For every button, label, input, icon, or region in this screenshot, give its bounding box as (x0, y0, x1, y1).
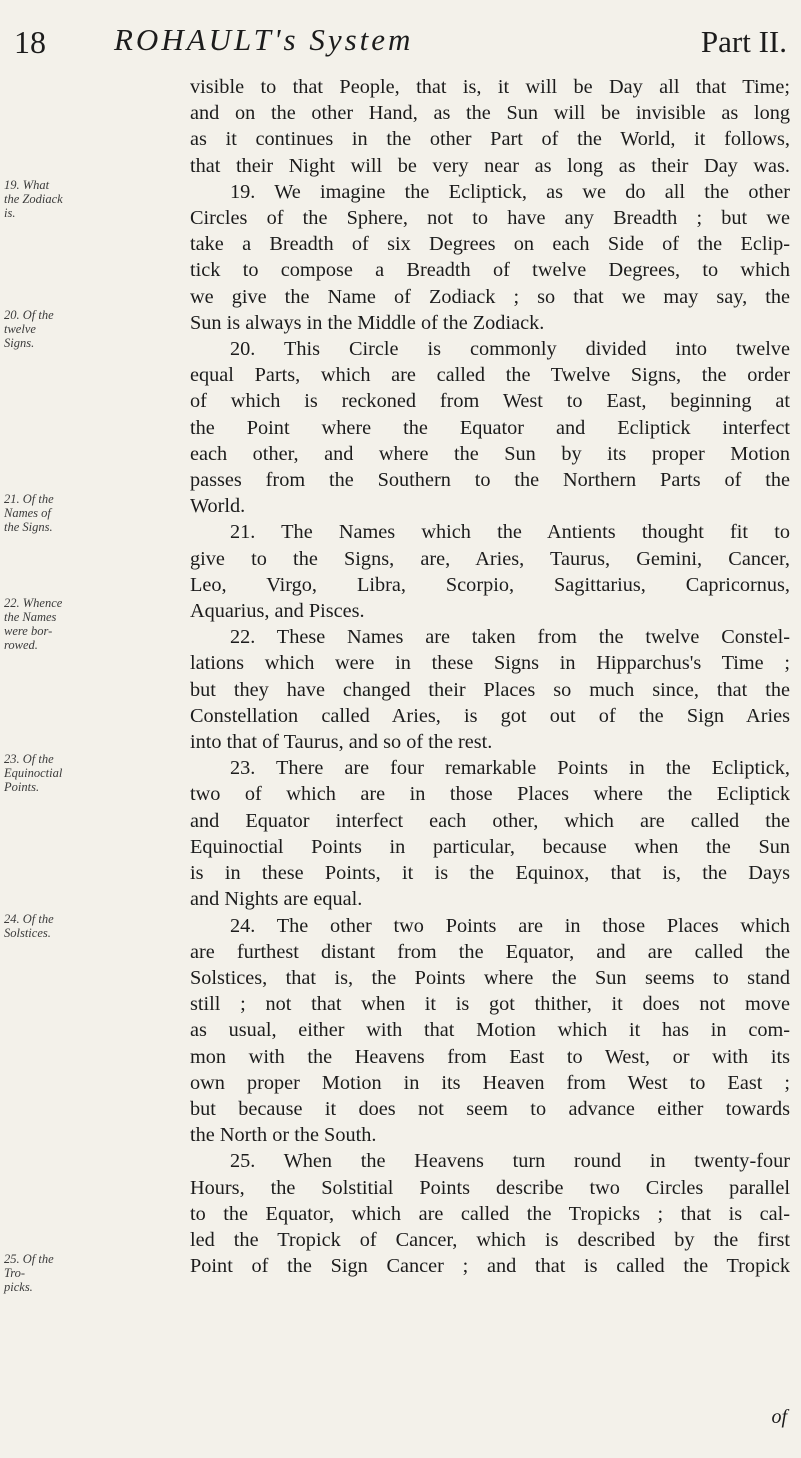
text-line: 20. This Circle is commonly divided into twelve (230, 338, 790, 361)
text-line: equal Parts, which are called the Twelve Signs, the order (190, 364, 790, 387)
text-line: we give the Name of Zodiack ; so that we may say, the (190, 285, 790, 308)
text-line: tick to compose a Breadth of twelve Degrees, to which (190, 259, 790, 282)
text-line: Hours, the Solstitial Points describe two Circles parallel (190, 1176, 790, 1199)
text-line: take a Breadth of six Degrees on each Side of the Eclip- (190, 233, 790, 256)
text-line: and on the other Hand, as the Sun will be invisible as long (190, 102, 790, 125)
text-line: and Nights are equal. (190, 888, 363, 911)
margin-note-25: 25. Of the Tro- picks. (4, 1252, 54, 1294)
text-line: Leo, Virgo, Libra, Scorpio, Sagittarius, Capricornus, (190, 573, 790, 596)
text-line: of which is reckoned from West to East, beginning at (190, 390, 790, 413)
text-line: the Point where the Equator and Ecliptick interfect (190, 416, 790, 439)
text-line: lations which were in these Signs in Hipparchus's Time ; (190, 652, 790, 675)
margin-note-20: 20. Of the twelve Signs. (4, 308, 54, 350)
text-line: two of which are in those Places where the Ecliptick (190, 783, 790, 806)
text-line: 23. There are four remarkable Points in the Ecliptick, (230, 757, 790, 780)
page-number: 18 (14, 24, 46, 60)
text-line: own proper Motion in its Heaven from West to East ; (190, 1071, 790, 1094)
margin-note-21: 21. Of the Names of the Signs. (4, 492, 54, 534)
text-line: Point of the Sign Cancer ; and that is called the Tropick (190, 1255, 790, 1278)
text-line: Aquarius, and Pisces. (190, 600, 365, 623)
part-label: Part II. (700, 24, 787, 59)
text-line: but they have changed their Places so much since, that the (190, 678, 790, 701)
text-line: are furthest distant from the Equator, and are called the (190, 940, 790, 963)
text-line: led the Tropick of Cancer, which is described by the first (190, 1228, 790, 1251)
text-line: give to the Signs, are, Aries, Taurus, Gemini, Cancer, (190, 547, 790, 570)
text-line: Sun is always in the Middle of the Zodiack. (190, 311, 545, 334)
body-text (190, 74, 790, 1279)
text-line: as it continues in the other Part of the World, it follows, (190, 128, 790, 151)
text-line: 19. We imagine the Ecliptick, as we do all the other (230, 180, 790, 203)
text-line: and Equator interfect each other, which are called the (190, 809, 790, 832)
margin-note-23: 23. Of the Equinoctial Points. (4, 752, 63, 794)
text-line: 21. The Names which the Antients thought fit to (230, 521, 790, 544)
text-line: is in these Points, it is the Equinox, that is, the Days (190, 862, 790, 885)
text-line: 25. When the Heavens turn round in twenty-four (230, 1150, 790, 1173)
text-line: as usual, either with that Motion which it has in com- (190, 1019, 790, 1042)
margin-note-19: 19. What the Zodiack is. (4, 178, 63, 220)
text-line: the North or the South. (190, 1124, 377, 1147)
margin-note-22: 22. Whence the Names were bor- rowed. (4, 596, 63, 652)
text-line: 24. The other two Points are in those Places which (230, 914, 790, 937)
running-header (14, 20, 787, 70)
text-line: Solstices, that is, the Points where the Sun seems to stand (190, 966, 790, 989)
text-line: 22. These Names are taken from the twelve Constel- (230, 626, 790, 649)
text-line: each other, and where the Sun by its proper Motion (190, 442, 790, 465)
text-line: World. (190, 495, 246, 518)
catchword: of (771, 1406, 787, 1428)
text-line: passes from the Southern to the Northern Parts of the (190, 469, 790, 492)
text-line: that their Night will be very near as long as their Day was. (190, 154, 790, 177)
text-line: but because it does not seem to advance either towards (190, 1097, 790, 1120)
running-title: ROHAULT's System (114, 22, 414, 57)
text-line: still ; not that when it is got thither, it does not move (190, 993, 790, 1016)
text-line: Circles of the Sphere, not to have any Breadth ; but we (190, 207, 790, 230)
text-line: Constellation called Aries, is got out of the Sign Aries (190, 704, 790, 727)
margin-note-24: 24. Of the Solstices. (4, 912, 54, 940)
text-line: mon with the Heavens from East to West, or with its (190, 1045, 790, 1068)
text-line: Equinoctial Points in particular, because when the Sun (190, 835, 790, 858)
text-line: visible to that People, that is, it will be Day all that Time; (190, 76, 790, 98)
text-line: to the Equator, which are called the Tropicks ; that is cal- (190, 1202, 790, 1225)
text-line: into that of Taurus, and so of the rest. (190, 731, 493, 754)
